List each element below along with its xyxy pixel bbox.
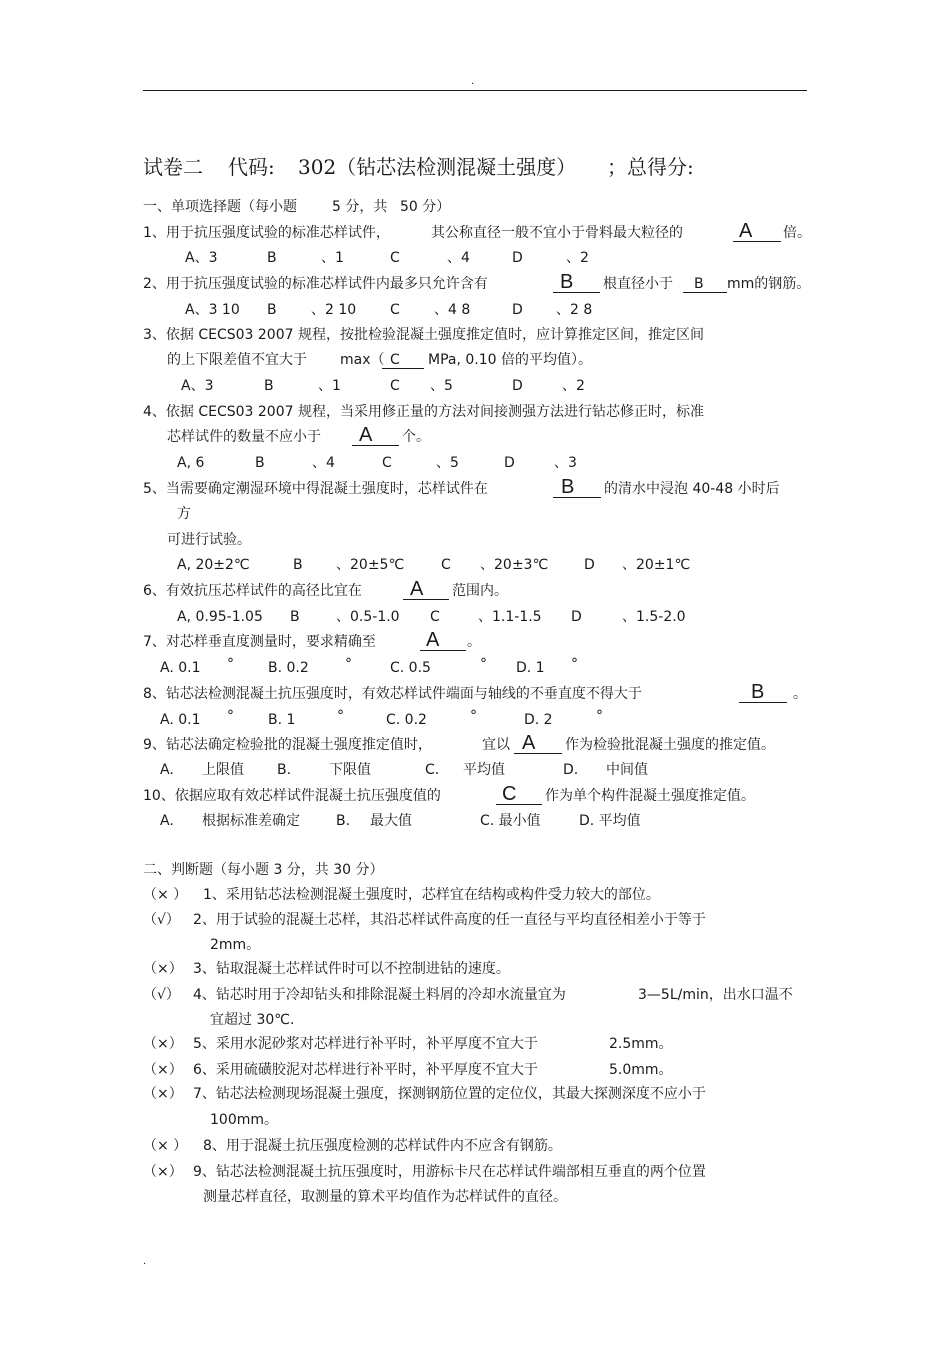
title-code-value: 302（钻芯法检测混凝土强度） [298,155,577,179]
q10-opt: A. [160,813,174,829]
q5-opt: C [441,557,451,573]
q4-line2: 芯样试件的数量不应小于 [167,429,321,445]
q6-tail: 范围内。 [452,583,508,599]
q3-opt: C [390,378,400,394]
header-rule [143,90,807,91]
q10-text: 10、依据应取有效芯样试件混凝土抗压强度值的 [143,788,441,804]
q9-opt: A. [160,762,174,778]
section1-heading-total: 50 分） [400,199,451,215]
q3-mid: MPa, 0.10 倍的平均值）。 [428,352,592,368]
tf-tail: 3—5L/min，出水口温不 [638,987,793,1003]
q4-answer: A [359,424,373,446]
q1-opt: 、4 [447,250,470,266]
q7-opt: D. 1 [516,660,545,676]
q4-opt: C [382,455,392,471]
q7-opt: A. 0.1 [160,660,201,676]
q7-opt: B. 0.2 [268,660,309,676]
q9-answer-line [514,753,562,754]
tf-mark: （√） [143,912,180,928]
header-dot: . [471,76,475,87]
tf-text: 8、用于混凝土抗压强度检测的芯样试件内不应含有钢筋。 [203,1138,562,1154]
q2-answer-line [553,292,600,293]
tf-tail: 2.5mm。 [609,1036,673,1052]
tf-cont: 测量芯样直径，取测量的算术平均值作为芯样试件的直径。 [203,1189,567,1205]
q6-opt: C [430,609,440,625]
q8-opt: ° [470,708,477,724]
q10-opt: 根据标准差确定 [202,813,300,829]
tf-mark: （×） [143,1086,183,1102]
q3-opt: 、2 [562,378,585,394]
tf-mark: （×） [143,1062,183,1078]
q8-text: 8、钻芯法检测混凝土抗压强度时，有效芯样试件端面与轴线的不垂直度不得大于 [143,686,642,702]
section1-heading-score: 5 分，共 [332,199,388,215]
q10-opt: C. 最小值 [480,813,541,829]
tf-cont: 宜超过 30℃. [210,1012,295,1028]
q1-answer-line [733,241,781,242]
q1-text: 1、用于抗压强度试验的标准芯样试件， [143,225,390,241]
q3-opt: A、3 [181,378,214,394]
q7-opt: ° [345,656,352,672]
q4-opt: 、3 [554,455,577,471]
q10-answer: C [502,783,517,805]
q7-opt: ° [571,656,578,672]
q2-answer: B [560,271,574,293]
q6-opt: A, 0.95-1.05 [177,609,263,625]
q2-tail: mm的钢筋。 [727,276,811,292]
q2-opt: D [512,302,523,318]
q1-opt: A、3 [185,250,218,266]
tf-text: 1、采用钻芯法检测混凝土强度时，芯样宜在结构或构件受力较大的部位。 [203,887,660,903]
tf-mark: （× ） [143,887,188,903]
tf-cont: 2mm。 [210,937,261,953]
q8-answer-line [739,702,787,703]
q4-answer-line [352,445,399,446]
q9-opt: D. [563,762,579,778]
q9-text: 9、钻芯法确定检验批的混凝土强度推定值时， [143,737,432,753]
q7-opt: C. 0.5 [390,660,431,676]
q3-opt: 、5 [430,378,453,394]
q1-answer: A [739,220,753,242]
q3-answer-line [382,368,424,369]
q6-opt: D [571,609,582,625]
section2-heading: 二、判断题（每小题 3 分，共 30 分） [143,862,384,878]
q2-opt: 、4 8 [434,302,471,318]
q5-answer-line [553,497,601,498]
q3-opt: 、1 [318,378,341,394]
q2-answer2-line [683,292,727,293]
q1-opt: C [390,250,400,266]
q3-max: max（ [340,352,385,368]
q5-answer: B [561,476,575,498]
tf-tail: 5.0mm。 [609,1062,673,1078]
q6-opt: 、1.5-2.0 [622,609,686,625]
q9-answer: A [522,732,536,754]
q1-opt: B [267,250,277,266]
q5-opt: 、20±5℃ [336,557,405,573]
q1-tail: 倍。 [783,225,811,241]
q8-answer: B [751,681,765,703]
q5-line2: 方 [177,506,191,522]
q7-tail: 。 [467,634,481,650]
q4-opt: D [504,455,515,471]
q5-line3: 可进行试验。 [167,532,251,548]
q4-text: 4、依据 CECS03 2007 规程，当采用修正量的方法对间接测强方法进行钻芯修正时，标准 [143,404,704,420]
q8-opt: D. 2 [524,712,553,728]
q8-opt: ° [227,708,234,724]
q1-opt: 、1 [321,250,344,266]
q9-opt: C. [425,762,440,778]
footer-dot: . [143,1256,147,1267]
q9-opt: 平均值 [463,762,505,778]
q3-text: 3、依据 CECS03 2007 规程，按批检验混凝土强度推定值时，应计算推定区间，推定区间 [143,327,704,343]
q4-opt: A, 6 [177,455,205,471]
title-prefix: 试卷二 [143,155,203,179]
q6-answer-line [403,599,449,600]
q5-opt: A, 20±2℃ [177,557,250,573]
q2-opt: C [390,302,400,318]
q8-opt: ° [337,708,344,724]
q9-opt: 中间值 [606,762,648,778]
q1-text2: 其公称直径一般不宜小于骨料最大粒径的 [431,225,683,241]
q6-answer: A [410,578,424,600]
q2-text: 2、用于抗压强度试验的标准芯样试件内最多只允许含有 [143,276,488,292]
q5-opt: 、20±3℃ [480,557,549,573]
tf-cont: 100mm。 [210,1112,278,1128]
tf-text: 5、采用水泥砂浆对芯样进行补平时，补平厚度不宜大于 [193,1036,538,1052]
q7-answer: A [426,629,440,651]
tf-text: 7、钻芯法检测现场混凝土强度，探测钢筋位置的定位仪，其最大探测深度不应小于 [193,1086,706,1102]
q2-opt: B [267,302,277,318]
q9-tail: 作为检验批混凝土强度的推定值。 [565,737,775,753]
section1-heading: 一、单项选择题（每小题 [143,199,297,215]
tf-mark: （×） [143,961,183,977]
q5-text: 5、当需要确定潮湿环境中得混凝土强度时，芯样试件在 [143,481,488,497]
q3-opt: B [264,378,274,394]
q2-mid: 根直径小于 [603,276,673,292]
tf-text: 9、钻芯法检测混凝土抗压强度时，用游标卡尺在芯样试件端部相互垂直的两个位置 [193,1164,706,1180]
q10-opt: D. 平均值 [579,813,641,829]
q9-text2: 宜以 [482,737,510,753]
q4-tail: 个。 [402,429,430,445]
q9-opt: 上限值 [202,762,244,778]
q3-opt: D [512,378,523,394]
q8-opt: C. 0.2 [386,712,427,728]
q5-opt: D [584,557,595,573]
tf-text: 4、钻芯时用于冷却钻头和排除混凝土料屑的冷却水流量宜为 [193,987,566,1003]
title-code-label: 代码: [228,155,275,179]
q6-opt: 、0.5-1.0 [336,609,400,625]
q2-opt: A、3 10 [185,302,240,318]
q8-opt: A. 0.1 [160,712,201,728]
q2-answer2: B [694,276,704,292]
q5-tail: 的清水中浸泡 40-48 小时后 [604,481,780,497]
tf-mark: （× ） [143,1138,188,1154]
q5-opt: B [293,557,303,573]
q10-answer-line [496,804,542,805]
q2-opt: 、2 8 [556,302,593,318]
tf-mark: （√） [143,987,180,1003]
q4-opt: 、5 [436,455,459,471]
title-score-label: ；总得分: [607,155,694,179]
tf-text: 6、采用硫磺胶泥对芯样进行补平时，补平厚度不宜大于 [193,1062,538,1078]
tf-text: 2、用于试验的混凝土芯样，其沿芯样试件高度的任一直径与平均直径相差小于等于 [193,912,706,928]
q7-opt: ° [480,656,487,672]
q7-answer-line [420,650,466,651]
q8-tail: 。 [793,686,807,702]
q10-opt: 最大值 [370,813,412,829]
q7-opt: ° [227,656,234,672]
tf-mark: （×） [143,1036,183,1052]
q7-text: 7、对芯样垂直度测量时，要求精确至 [143,634,376,650]
q1-opt: 、2 [566,250,589,266]
q4-opt: 、4 [312,455,335,471]
q9-opt: B. [277,762,292,778]
q10-tail: 作为单个构件混凝土强度推定值。 [545,788,755,804]
q2-opt: 、2 10 [311,302,357,318]
q3-line2: 的上下限差值不宜大于 [167,352,307,368]
q6-text: 6、有效抗压芯样试件的高径比宜在 [143,583,362,599]
q9-opt: 下限值 [329,762,371,778]
tf-mark: （×） [143,1164,183,1180]
q6-opt: 、1.1-1.5 [478,609,542,625]
tf-text: 3、钻取混凝土芯样试件时可以不控制进钻的速度。 [193,961,510,977]
q4-opt: B [255,455,265,471]
q10-opt: B. [336,813,351,829]
q5-opt: 、20±1℃ [622,557,691,573]
q6-opt: B [290,609,300,625]
q1-opt: D [512,250,523,266]
q8-opt: ° [596,708,603,724]
q8-opt: B. 1 [268,712,296,728]
q3-answer: C [390,352,400,368]
